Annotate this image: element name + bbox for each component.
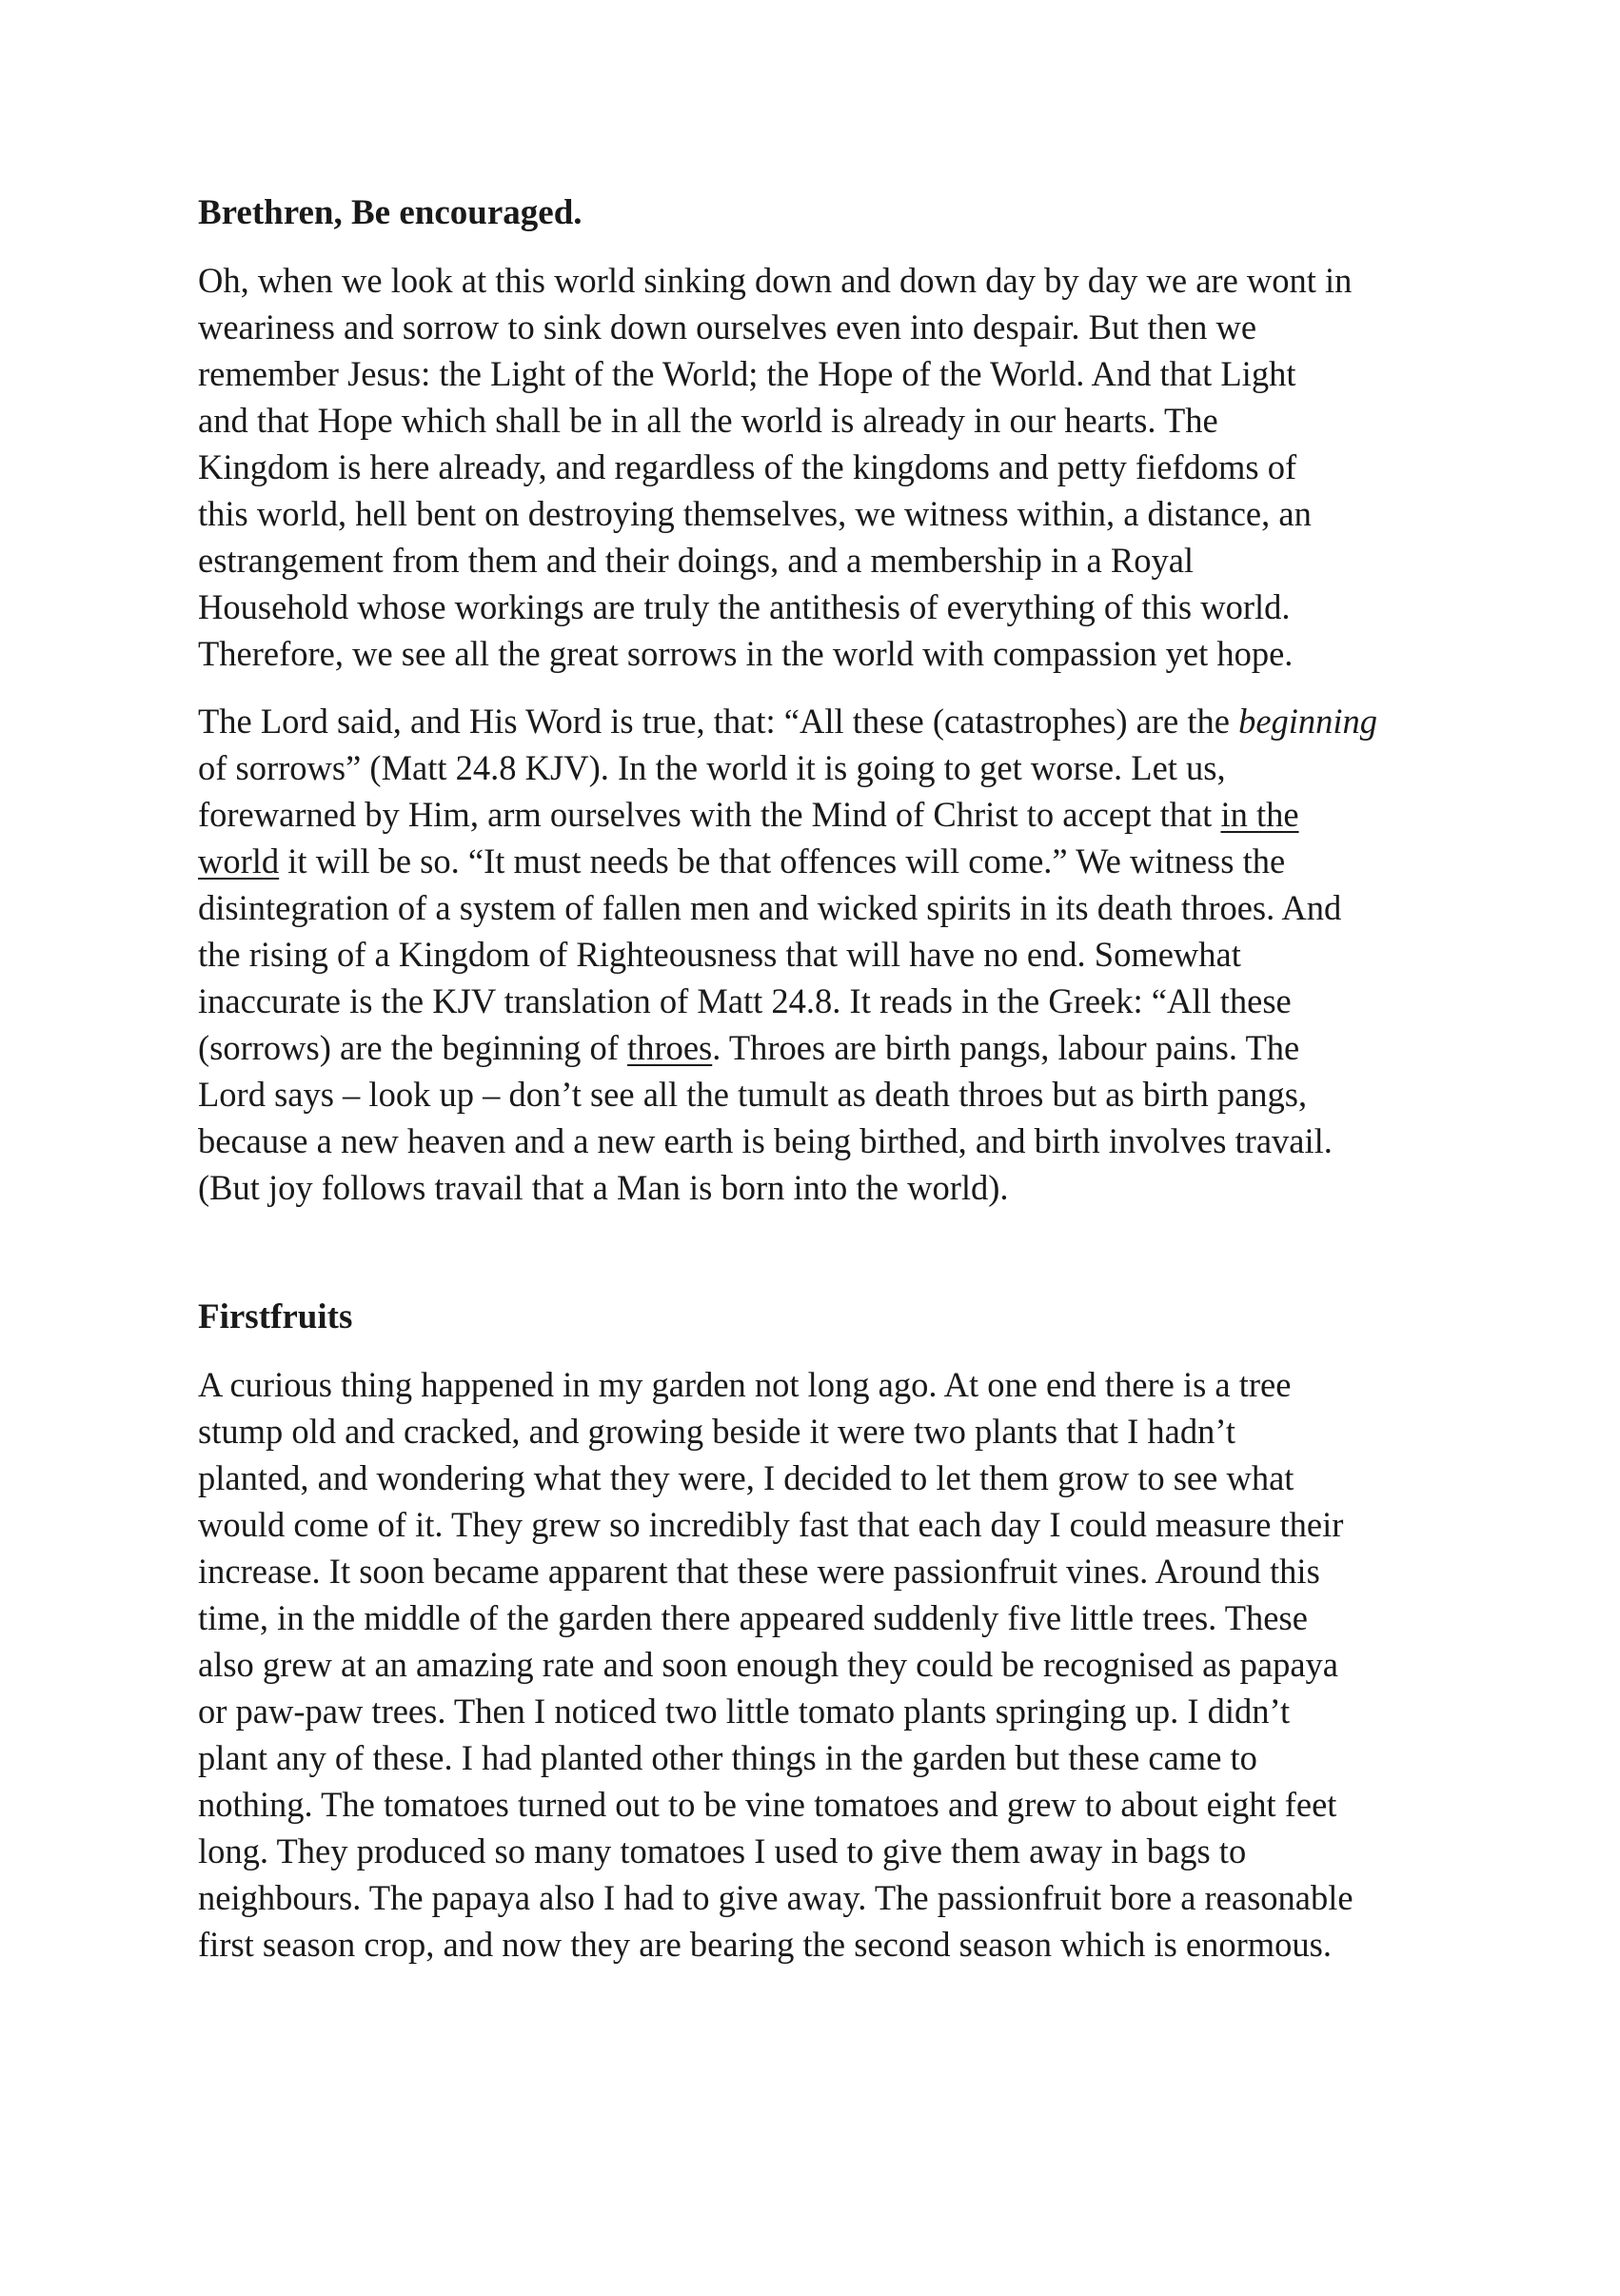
text-line: would come of it. They grew so incredibly fast that each day I could measure their [198, 1505, 1344, 1544]
document-page [198, 190, 1454, 1989]
text-line: and that Hope which shall be in all the world is already in our hearts. The [198, 401, 1218, 440]
text-line: increase. It soon became apparent that these were passionfruit vines. Around this [198, 1552, 1320, 1591]
text-run: forewarned by Him, arm ourselves with the Mind of Christ to accept that [198, 795, 1221, 834]
text-line: Lord says – look up – don’t see all the tumult as death throes but as birth pangs, [198, 1075, 1308, 1114]
text-line: neighbours. The papaya also I had to give away. The passionfruit bore a reasonable [198, 1878, 1353, 1917]
text-line [198, 791, 1454, 838]
italic-text: beginning [1238, 702, 1378, 741]
paragraph [198, 1361, 1454, 1968]
text-line: stump old and cracked, and growing beside it were two plants that I hadn’t [198, 1412, 1235, 1451]
text-line: long. They produced so many tomatoes I used to give them away in bags to [198, 1831, 1247, 1870]
section-firstfruits [198, 1295, 1454, 1968]
text-line: disintegration of a system of fallen men and wicked spirits in its death throes. And [198, 888, 1342, 927]
text-line: (But joy follows travail that a Man is born into the world). [198, 1168, 1009, 1207]
text-line [198, 838, 1454, 884]
text-line: of sorrows” (Matt 24.8 KJV). In the world it is going to get worse. Let us, [198, 748, 1226, 787]
text-line: time, in the middle of the garden there appeared suddenly five little trees. These [198, 1598, 1308, 1637]
underlined-text: throes [627, 1028, 713, 1067]
text-line: inaccurate is the KJV translation of Matt 24.8. It reads in the Greek: “All these [198, 981, 1292, 1020]
text-line: because a new heaven and a new earth is being birthed, and birth involves travail. [198, 1121, 1333, 1160]
text-line: Therefore, we see all the great sorrows in the world with compassion yet hope. [198, 634, 1294, 673]
paragraph [198, 698, 1454, 1211]
section-brethren [198, 190, 1454, 1211]
section-heading: Brethren, Be encouraged. [198, 193, 583, 232]
text-line: planted, and wondering what they were, I decided to let them grow to see what [198, 1458, 1294, 1497]
text-line [198, 1024, 1454, 1071]
text-line: first season crop, and now they are bearing the second season which is enormous. [198, 1925, 1332, 1964]
text-line: Oh, when we look at this world sinking down and down day by day we are wont in [198, 261, 1353, 300]
text-line: weariness and sorrow to sink down ourselves even into despair. But then we [198, 307, 1257, 346]
paragraph [198, 257, 1454, 677]
text-line: also grew at an amazing rate and soon enough they could be recognised as papaya [198, 1645, 1338, 1684]
underlined-text: in the [1220, 795, 1299, 834]
text-run: . Throes are birth pangs, labour pains. The [712, 1028, 1300, 1067]
text-line: the rising of a Kingdom of Righteousness that will have no end. Somewhat [198, 935, 1241, 974]
text-line: this world, hell bent on destroying themselves, we witness within, a distance, an [198, 494, 1312, 533]
text-line: or paw-paw trees. Then I noticed two little tomato plants springing up. I didn’t [198, 1692, 1291, 1731]
text-line: nothing. The tomatoes turned out to be vine tomatoes and grew to about eight feet [198, 1785, 1337, 1824]
section-heading: Firstfruits [198, 1297, 353, 1336]
text-line: A curious thing happened in my garden not long ago. At one end there is a tree [198, 1365, 1292, 1404]
text-run: The Lord said, and His Word is true, that: “All these (catastrophes) are the [198, 702, 1239, 741]
underlined-text: world [198, 841, 280, 881]
text-line [198, 698, 1454, 744]
text-run: (sorrows) are the beginning of [198, 1028, 628, 1067]
text-run: it will be so. “It must needs be that offences will come.” We witness the [279, 841, 1286, 881]
text-line: Kingdom is here already, and regardless of the kingdoms and petty fiefdoms of [198, 447, 1297, 486]
text-line: plant any of these. I had planted other things in the garden but these came to [198, 1738, 1257, 1777]
text-line: estrangement from them and their doings, and a membership in a Royal [198, 541, 1195, 580]
text-line: remember Jesus: the Light of the World; the Hope of the World. And that Light [198, 354, 1296, 393]
text-line: Household whose workings are truly the antithesis of everything of this world. [198, 587, 1291, 626]
